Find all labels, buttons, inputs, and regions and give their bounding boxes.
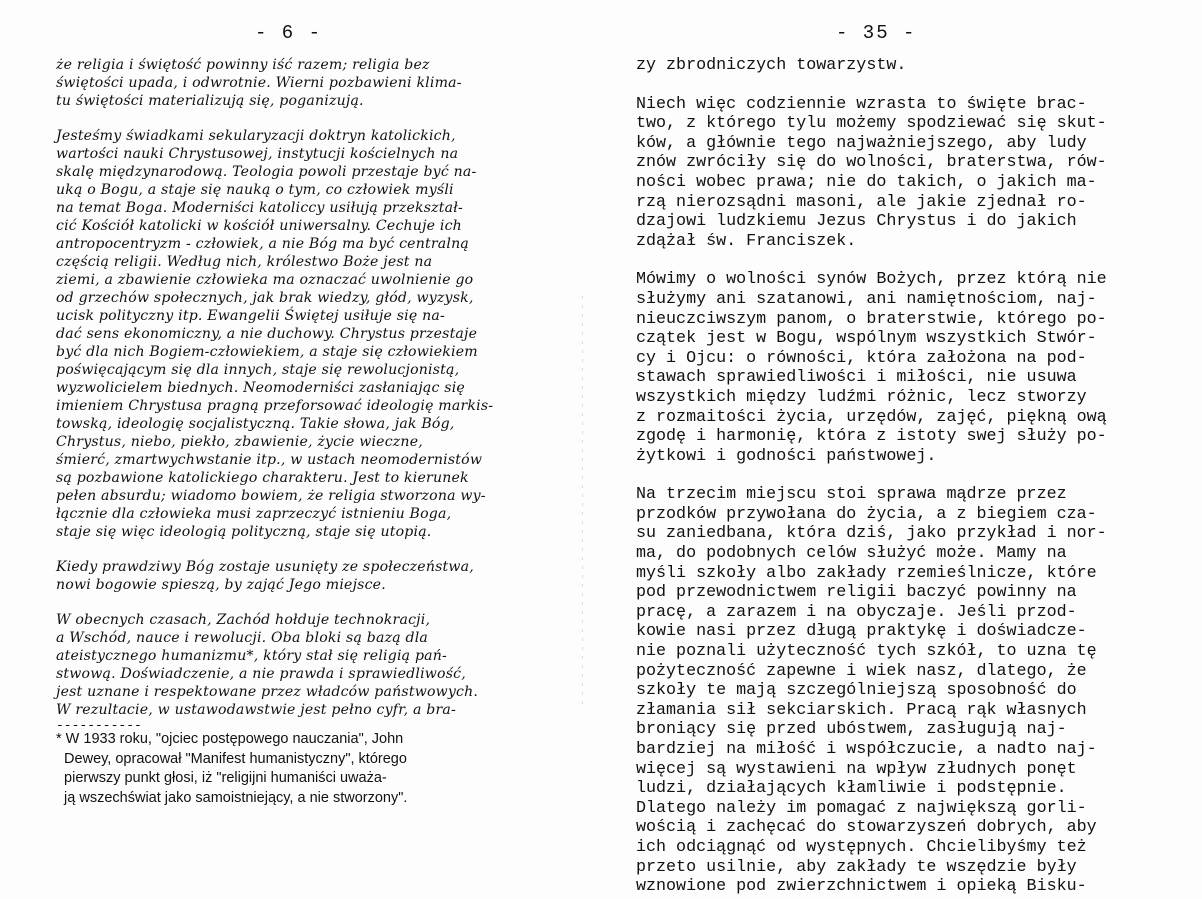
text-line: z rozmaitości życia, urzędów, zajęć, piękną ową	[636, 407, 1107, 427]
text-line: znów zwróciły się do wolności, braterstwa, rów-	[636, 153, 1107, 173]
text-line: wznowione pod zwierzchnictwem i opieką Bisku-	[636, 877, 1087, 897]
text-line: być dla nich Bogiem-człowiekiem, a staje się człowiekiem	[56, 344, 478, 360]
text-line: zy zbrodniczych towarzystw.	[636, 56, 907, 75]
text-line: częścią religii. Według nich, królestwo Boże jest na	[56, 254, 433, 270]
text-line: więcej są wystawieni na wpływ złudnych ponęt	[636, 759, 1077, 779]
text-line: su zaniedbana, która dziś, jako przykład i nor-	[636, 524, 1107, 544]
text-line: ziemi, a zbawienie człowieka ma oznaczać uwolnienie go	[56, 272, 474, 288]
text-line: broniący się przed ubóstwem, zasługują naj-	[636, 720, 1067, 740]
right-paragraph-3	[636, 270, 1176, 466]
text-line: ności wobec prawa; nie do takich, o jakich ma-	[636, 172, 1097, 192]
text-line: Kiedy prawdziwy Bóg zostaje usunięty ze społeczeństwa,	[56, 559, 474, 575]
right-page	[600, 0, 1202, 899]
text-line: zgodę i harmonię, która z istoty swej służy po-	[636, 427, 1107, 447]
right-page-body	[636, 56, 1176, 897]
text-line: myśli szkoły albo zakłady rzemieślnicze, które	[636, 563, 1097, 583]
text-line: nowi bogowie spieszą, by zająć Jego miejsce.	[56, 577, 386, 593]
left-paragraph-3	[56, 558, 568, 594]
text-line: Mówimy o wolności synów Bożych, przez którą nie	[636, 270, 1107, 290]
text-line: czątek jest w Bogu, wspólnym wszystkich Stwór-	[636, 329, 1097, 349]
text-line: wyzwolicielem biednych. Neomoderniści zasłaniając się	[56, 380, 465, 396]
text-line: nieuczciwszym panom, o braterstwie, którego po-	[636, 309, 1107, 329]
text-line: ateistycznego humanizmu*, który stał się religią pań-	[56, 648, 448, 664]
footnote-line: ją wszechświat jako samoistniejący, a nie stworzony".	[56, 789, 408, 806]
text-line: pożyteczność zapewne i wiek nasz, dlatego, że	[636, 661, 1087, 681]
right-paragraph-4	[636, 485, 1176, 896]
text-line: rzą nierozsądni masoni, ale jakie zjednał ro-	[636, 192, 1087, 212]
text-line: two, z którego tylu możemy spodziewać się skut-	[636, 114, 1107, 134]
text-line: Chrystus, niebo, piekło, zbawienie, życie wieczne,	[56, 434, 423, 450]
text-line: cy i Ojcu: o równości, która założona na pod-	[636, 348, 1087, 368]
page-number-left: - 6 -	[255, 22, 323, 44]
text-line: Dlatego należy im pomagać z największą gorli-	[636, 798, 1087, 818]
text-line: jest uznane i respektowane przez władców państwowych.	[56, 684, 479, 700]
text-line: kowie nasi przez długą praktykę i doświadcze-	[636, 622, 1087, 642]
left-paragraph-1	[56, 56, 568, 110]
text-line: są pozbawione katolickiego charakteru. Jest to kierunek	[56, 470, 469, 486]
left-page-body	[56, 56, 568, 733]
page-number-right: - 35 -	[836, 22, 917, 44]
text-line: świętości upada, i odwrotnie. Wierni pozbawieni klima-	[56, 75, 462, 91]
text-line: służymy ani szatanowi, ani namiętnościom, naj-	[636, 289, 1097, 309]
text-line: przeto usilnie, aby zakłady te wszędzie były	[636, 857, 1077, 877]
text-line: stawach sprawiedliwości i miłości, nie usuwa	[636, 368, 1077, 388]
text-line: antropocentryzm - człowiek, a nie Bóg ma być centralną	[56, 236, 469, 252]
footnote-rule: -----------	[56, 718, 142, 733]
text-line: przodków przywołana do życia, a z biegiem cza-	[636, 504, 1097, 524]
text-line: pełen absurdu; wiadomo bowiem, że religia stworzona wy-	[56, 488, 486, 504]
right-paragraph-2	[636, 95, 1176, 252]
text-line: cić Kościół katolicki w kościół uniwersalny. Cechuje ich	[56, 218, 462, 234]
text-line: Jesteśmy świadkami sekularyzacji doktryn katolickich,	[56, 128, 456, 144]
text-line: ich odciągnąć od występnych. Chcielibyśmy też	[636, 837, 1087, 857]
text-line: Niech więc codziennie wzrasta to święte brac-	[636, 94, 1087, 114]
text-line: imieniem Chrystusa pragną przeforsować ideologię markis-	[56, 398, 494, 414]
text-line: wartości nauki Chrystusowej, instytucji kościelnych na	[56, 146, 459, 162]
text-line: łącznie dla człowieka musi zaprzeczyć istnieniu Boga,	[56, 506, 452, 522]
text-line: tu świętości materializują się, poganizują.	[56, 93, 364, 109]
text-line: Na trzecim miejscu stoi sprawa mądrze przez	[636, 485, 1067, 505]
text-line: złamania sił sekciarskich. Pracą rąk własnych	[636, 700, 1087, 720]
text-line: zdążał św. Franciszek.	[636, 231, 857, 251]
text-line: stwową. Doświadczenie, a nie prawda i sprawiedliwość,	[56, 666, 466, 682]
left-paragraph-4	[56, 611, 568, 719]
text-line: od grzechów społecznych, jak brak wiedzy, głód, wyzysk,	[56, 290, 474, 306]
right-paragraph-1	[636, 56, 1176, 76]
text-line: ludzi, działających kłamliwie i podstępnie.	[636, 779, 1067, 799]
text-line: na temat Boga. Moderniści katoliccy usiłują przekształ-	[56, 200, 463, 216]
text-line: szkoły te mają szczególniejszą sposobność do	[636, 681, 1077, 701]
text-line: ków, a głównie tego najważniejszego, aby ludy	[636, 133, 1087, 153]
text-line: ucisk polityczny itp. Ewangelii Świętej usiłuje się na-	[56, 308, 445, 324]
footnote	[56, 730, 576, 808]
text-line: staje się więc ideologią polityczną, staje się utopią.	[56, 524, 432, 540]
text-line: skalę międzynarodową. Teologia powoli przestaje być na-	[56, 164, 477, 180]
left-page	[0, 0, 590, 899]
text-line: wszystkich między ludźmi różnic, lecz stworzy	[636, 387, 1087, 407]
text-line: pod przewodnictwem religii baczyć powinny na	[636, 583, 1077, 603]
text-line: W obecnych czasach, Zachód hołduje technokracji,	[56, 612, 431, 628]
footnote-line: * W 1933 roku, "ojciec postępowego nauczania", John	[56, 731, 404, 747]
text-line: poświęcającym się dla innych, staje się rewolucjonistą,	[56, 362, 460, 378]
text-line: W rezultacie, w ustawodawstwie jest pełno cyfr, a bra-	[56, 702, 456, 718]
text-line: pracę, a zarazem i na obyczaje. Jeśli przod-	[636, 602, 1077, 622]
text-line: śmierć, zmartwychwstanie itp., w ustach neomodernistów	[56, 452, 483, 468]
text-line: towską, ideologię socjalistyczną. Takie słowa, jak Bóg,	[56, 416, 455, 432]
text-line: bardziej na miłość i współczucie, a nadto naj-	[636, 740, 1097, 759]
text-line: a Wschód, nauce i rewolucji. Oba bloki są bazą dla	[56, 630, 429, 646]
text-line: uką o Bogu, a staje się nauką o tym, co człowiek myśli	[56, 182, 454, 198]
text-line: nie poznali użyteczność tych szkół, to uzna tę	[636, 642, 1097, 662]
text-line: żytkowi i godności państwowej.	[636, 446, 937, 466]
left-paragraph-2	[56, 127, 568, 541]
text-line: dać sens ekonomiczny, a nie duchowy. Chrystus przestaje	[56, 326, 478, 342]
text-line: wością i zachęcać do stowarzyszeń dobrych, aby	[636, 818, 1097, 838]
text-line: dzajowi ludzkiemu Jezus Chrystus i do jakich	[636, 212, 1077, 232]
text-line: że religia i świętość powinny iść razem; religia bez	[56, 57, 430, 73]
footnote-line: Dewey, opracował "Manifest humanistyczny", którego	[56, 750, 407, 767]
footnote-line: pierwszy punkt głosi, iż "religijni humaniści uważa-	[56, 770, 387, 786]
text-line: ma, do podobnych celów służyć może. Mamy na	[636, 544, 1067, 564]
